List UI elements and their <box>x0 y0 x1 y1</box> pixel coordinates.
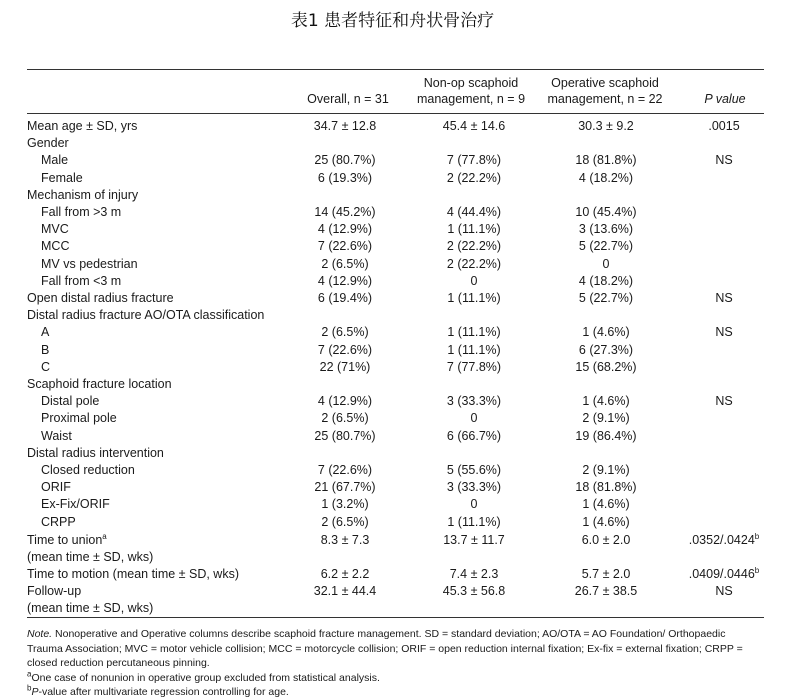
cell-overall: 25 (80.7%) <box>314 153 376 168</box>
row-label: Mean age ± SD, yrs <box>27 119 138 133</box>
cell-nonop: 1 (11.1%) <box>447 514 501 529</box>
cell-nonop: 0 <box>470 273 478 288</box>
cell-op: 2 (9.1%) <box>582 411 630 426</box>
cell-op: 5 (22.7%) <box>578 239 634 254</box>
top-rule <box>27 69 764 70</box>
row-label: Follow-up <box>27 584 82 598</box>
cell-overall: 7 (22.6%) <box>317 342 373 357</box>
cell-pvalue: NS <box>715 325 733 340</box>
cell-op: 1 (4.6%) <box>582 514 630 529</box>
cell-overall: 2 (6.5%) <box>321 256 369 271</box>
cell-nonop: 3 (33.3%) <box>446 394 502 409</box>
footnote-a: $^a$One case of nonunion in operative group excluded from statistical analysis. <box>27 669 380 684</box>
cell-op: 1 (4.6%) <box>582 325 630 340</box>
cell-op: 18 (81.8%) <box>575 153 637 168</box>
cell-nonop: 7 (77.8%) <box>446 359 502 374</box>
row-label-line2: (mean time ± SD, wks) <box>27 601 154 615</box>
table-notes <box>27 627 762 700</box>
cell-nonop: 13.7 ± 11.7 <box>443 533 505 547</box>
cell-nonop: 7 (77.8%) <box>446 153 502 168</box>
row-label: Fall from <3 m <box>41 273 122 288</box>
cell-overall: 7 (22.6%) <box>317 463 373 477</box>
cell-nonop: 4 (44.4%) <box>446 205 502 219</box>
cell-overall: 32.1 ± 44.4 <box>313 584 377 598</box>
row-label: CRPP <box>41 514 76 529</box>
row-label: MV vs pedestrian <box>41 256 138 271</box>
row-label: Closed reduction <box>41 463 135 477</box>
cell-op: 5.7 ± 2.0 <box>581 567 631 581</box>
header-overall: Overall, n = 31 <box>307 92 389 106</box>
row-label: Fall from >3 m <box>41 205 122 219</box>
header-rule <box>27 113 764 114</box>
row-label: Distal radius intervention <box>27 445 164 460</box>
row-label: Distal pole <box>41 394 100 409</box>
row-label: Time to motion (mean time ± SD, wks) <box>27 567 239 581</box>
cell-nonop: 0 <box>470 497 478 512</box>
row-label: A <box>41 325 50 340</box>
row-label: ORIF <box>41 480 71 495</box>
cell-nonop: 1 (11.1%) <box>447 342 501 357</box>
cell-op: 19 (86.4%) <box>575 428 637 443</box>
cell-op: 6.0 ± 2.0 <box>581 533 631 547</box>
cell-overall: 4 (12.9%) <box>317 394 373 409</box>
header-nonop: Non-op scaphoid management, n = 9 <box>416 76 526 106</box>
cell-op: 2 (9.1%) <box>582 463 630 477</box>
cell-overall: 2 (6.5%) <box>321 514 369 529</box>
cell-overall: 6 (19.4%) <box>317 291 373 305</box>
row-label: Waist <box>41 428 72 443</box>
header-pvalue: P value <box>704 92 746 106</box>
cell-op: 1 (4.6%) <box>582 497 630 512</box>
cell-overall: 34.7 ± 12.8 <box>313 119 377 133</box>
row-label: Scaphoid fracture location <box>27 377 172 391</box>
cell-op: 15 (68.2%) <box>575 359 637 374</box>
table-row-follow-up <box>27 583 767 617</box>
cell-op: 4 (18.2%) <box>578 170 634 185</box>
row-label: Distal radius fracture AO/OTA classification <box>27 308 265 323</box>
cell-op: 1 (4.6%) <box>582 394 630 409</box>
header-op: Operative scaphoid management, n = 22 <box>547 76 663 106</box>
row-label-line2: (mean time ± SD, wks) <box>27 550 154 564</box>
cell-nonop: 3 (33.3%) <box>446 480 502 495</box>
cell-pvalue: .0409/.0446$^b$ <box>688 565 760 581</box>
cell-nonop: 45.3 ± 56.8 <box>442 584 506 598</box>
cell-pvalue: NS <box>715 394 733 409</box>
cell-overall: 7 (22.6%) <box>317 239 373 254</box>
cell-nonop: 2 (22.2%) <box>446 170 502 185</box>
cell-overall: 2 (6.5%) <box>321 325 369 340</box>
cell-nonop: 7.4 ± 2.3 <box>449 567 499 581</box>
row-label: Mechanism of injury <box>27 187 139 202</box>
row-label: Gender <box>27 136 69 151</box>
cell-pvalue: NS <box>715 291 733 305</box>
cell-nonop: 1 (11.1%) <box>447 291 501 305</box>
cell-op: 0 <box>602 256 610 271</box>
cell-nonop: 1 (11.1%) <box>447 222 501 237</box>
cell-overall: 22 (71%) <box>319 359 371 374</box>
cell-overall: 8.3 ± 7.3 <box>320 533 370 547</box>
row-label: Proximal pole <box>41 411 117 426</box>
table-row-time-to-union <box>27 532 767 566</box>
cell-nonop: 1 (11.1%) <box>447 325 501 340</box>
cell-overall: 6 (19.3%) <box>317 170 373 185</box>
cell-op: 26.7 ± 38.5 <box>574 584 638 598</box>
cell-overall: 2 (6.5%) <box>321 411 369 426</box>
cell-pvalue: .0015 <box>708 119 740 133</box>
cell-nonop: 6 (66.7%) <box>446 428 502 443</box>
cell-op: 10 (45.4%) <box>575 205 637 219</box>
note-paragraph: Note. Nonoperative and Operative columns describe scaphoid fracture management. SD = standard deviation; AO/OTA = AO Foundation/ Orthopaedic Trauma Association; MVC = motor vehicle collision; MCC = motorcycle collision; ORIF = open reduction internal fixation; Ex-fix = external fixation; CRPP = closed reduction percutaneous pinning. <box>27 628 743 670</box>
cell-op: 5 (22.7%) <box>578 291 634 305</box>
cell-op: 18 (81.8%) <box>575 480 637 495</box>
row-label: Open distal radius fracture <box>27 291 174 305</box>
cell-overall: 4 (12.9%) <box>317 222 373 237</box>
cell-overall: 1 (3.2%) <box>321 497 369 512</box>
cell-overall: 6.2 ± 2.2 <box>320 567 370 581</box>
cell-overall: 25 (80.7%) <box>314 428 376 443</box>
cell-nonop: 5 (55.6%) <box>446 463 502 477</box>
cell-nonop: 0 <box>470 411 478 426</box>
cell-overall: 14 (45.2%) <box>314 205 376 219</box>
row-label: Time to union$^a$ <box>27 531 107 547</box>
row-label: MCC <box>41 239 70 254</box>
cell-op: 4 (18.2%) <box>578 273 634 288</box>
row-label: Female <box>41 170 83 185</box>
bottom-rule <box>27 617 764 618</box>
cell-op: 30.3 ± 9.2 <box>578 119 634 133</box>
cell-nonop: 2 (22.2%) <box>446 239 502 254</box>
row-label: Ex-Fix/ORIF <box>41 497 110 512</box>
footnote-b: $^b$P-value after multivariate regression controlling for age. <box>27 683 289 699</box>
cell-op: 6 (27.3%) <box>578 342 634 357</box>
row-label: C <box>41 359 51 374</box>
cell-overall: 21 (67.7%) <box>314 480 376 495</box>
cell-nonop: 2 (22.2%) <box>446 256 502 271</box>
cell-pvalue: NS <box>715 153 733 168</box>
row-label: Male <box>41 153 69 168</box>
cell-pvalue: .0352/.0424$^b$ <box>688 531 760 547</box>
cell-nonop: 45.4 ± 14.6 <box>442 119 506 133</box>
row-label: B <box>41 342 50 357</box>
table-caption: 表1 患者特征和舟状骨治疗 <box>290 11 495 31</box>
cell-pvalue: NS <box>715 584 733 598</box>
cell-overall: 4 (12.9%) <box>317 273 373 288</box>
cell-op: 3 (13.6%) <box>578 222 634 237</box>
row-label: MVC <box>41 222 69 237</box>
